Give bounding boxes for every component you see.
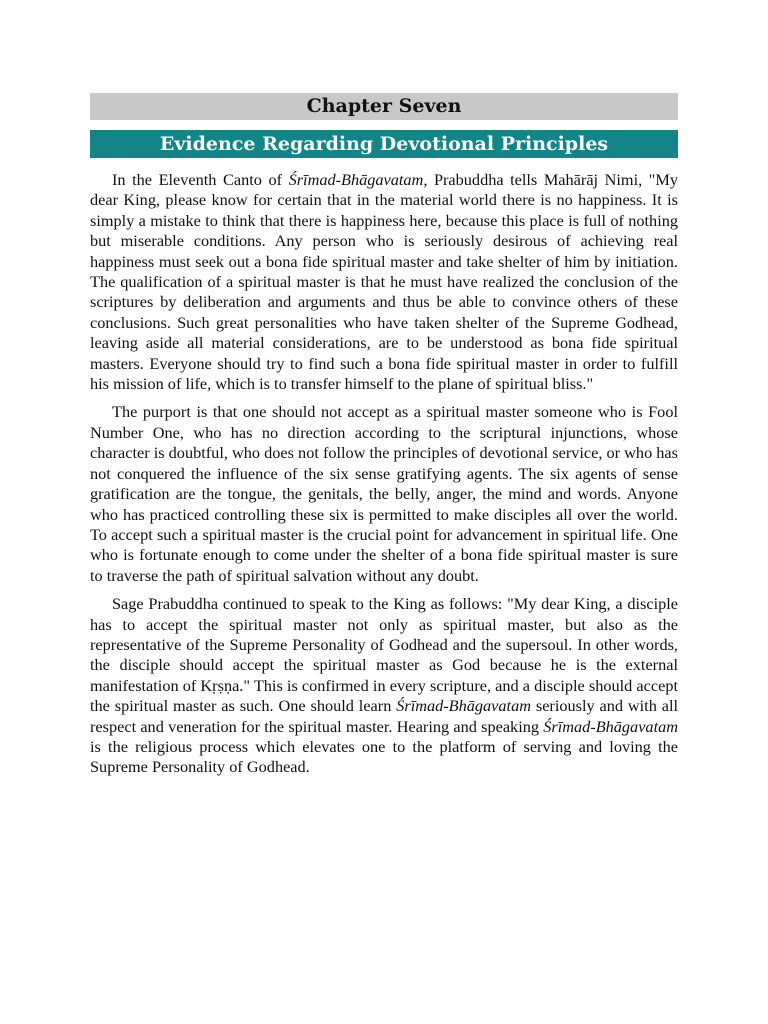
chapter-title: Evidence Regarding Devotional Principles xyxy=(90,130,678,158)
body-text xyxy=(90,170,678,786)
paragraph-3-text-e: is the religious process which elevates one to the platform of serving and loving the Supreme Personality of Godhead. xyxy=(90,736,678,777)
paragraph-1 xyxy=(90,170,678,394)
paragraph-1-text-c: Prabuddha tells Mahārāj Nimi, "My dear King, please know for certain that in the material world there is no happiness. It is simply a mistake to think that there is happiness here, because this place is full of nothing but miserable conditions. Any person who is seriously desirous of achieving real happiness must seek out a bona fide spiritual master and take shelter of him by initiation. The qualification of a spiritual master is that he must have realized the conclusion of the scriptures by deliberation and arguments and thus be able to convince others of these conclusions. Such great personalities who have taken shelter of the Supreme Godhead, leaving aside all material considerations, are to be understood as bona fide spiritual masters. Everyone should try to find such a bona fide spiritual master in order to fulfill his mission of life, which is to transfer himself to the plane of spiritual bliss." xyxy=(90,170,678,394)
paragraph-3 xyxy=(90,594,678,778)
paragraph-3-book-title-1: Śrīmad-Bhāgavatam xyxy=(396,696,531,716)
chapter-label: Chapter Seven xyxy=(90,93,678,120)
paragraph-2: The purport is that one should not accept as a spiritual master someone who is Fool Number One, who has no direction according to the scriptural injunctions, whose character is doubtful, who does not follow the principles of devotional service, or who has not conquered the influence of the six sense gratifying agents. The six agents of sense gratification are the tongue, the genitals, the belly, anger, the mind and words. Anyone who has practiced controlling these six is permitted to make disciples all over the world. To accept such a spiritual master is the crucial point for advancement in spiritual life. One who is fortunate enough to come under the shelter of a bona fide spiritual master is sure to traverse the path of spiritual salvation without any doubt. xyxy=(90,402,678,585)
paragraph-1-text-a: In the Eleventh Canto of xyxy=(112,170,289,189)
paragraph-3-book-title-2: Śrīmad-Bhāgavatam xyxy=(543,716,678,736)
paragraph-3-text-c: seriously and with all respect and veneration for the spiritual master. Hearing and speaking xyxy=(90,696,678,736)
paragraph-3-text-a: Sage Prabuddha continued to speak to the King as follows: "My dear King, a disciple has to accept the spiritual master not only as spiritual master, but also as the representative of the Supreme Personality of Godhead and the supersoul. In other words, the disciple should accept the spiritual master as God because he is the external manifestation of Kṛṣṇa." This is confirmed in every scripture, and a disciple should accept the spiritual master as such. One should learn xyxy=(90,594,678,716)
paragraph-1-book-title: Śrīmad-Bhāgavatam, xyxy=(288,170,428,189)
